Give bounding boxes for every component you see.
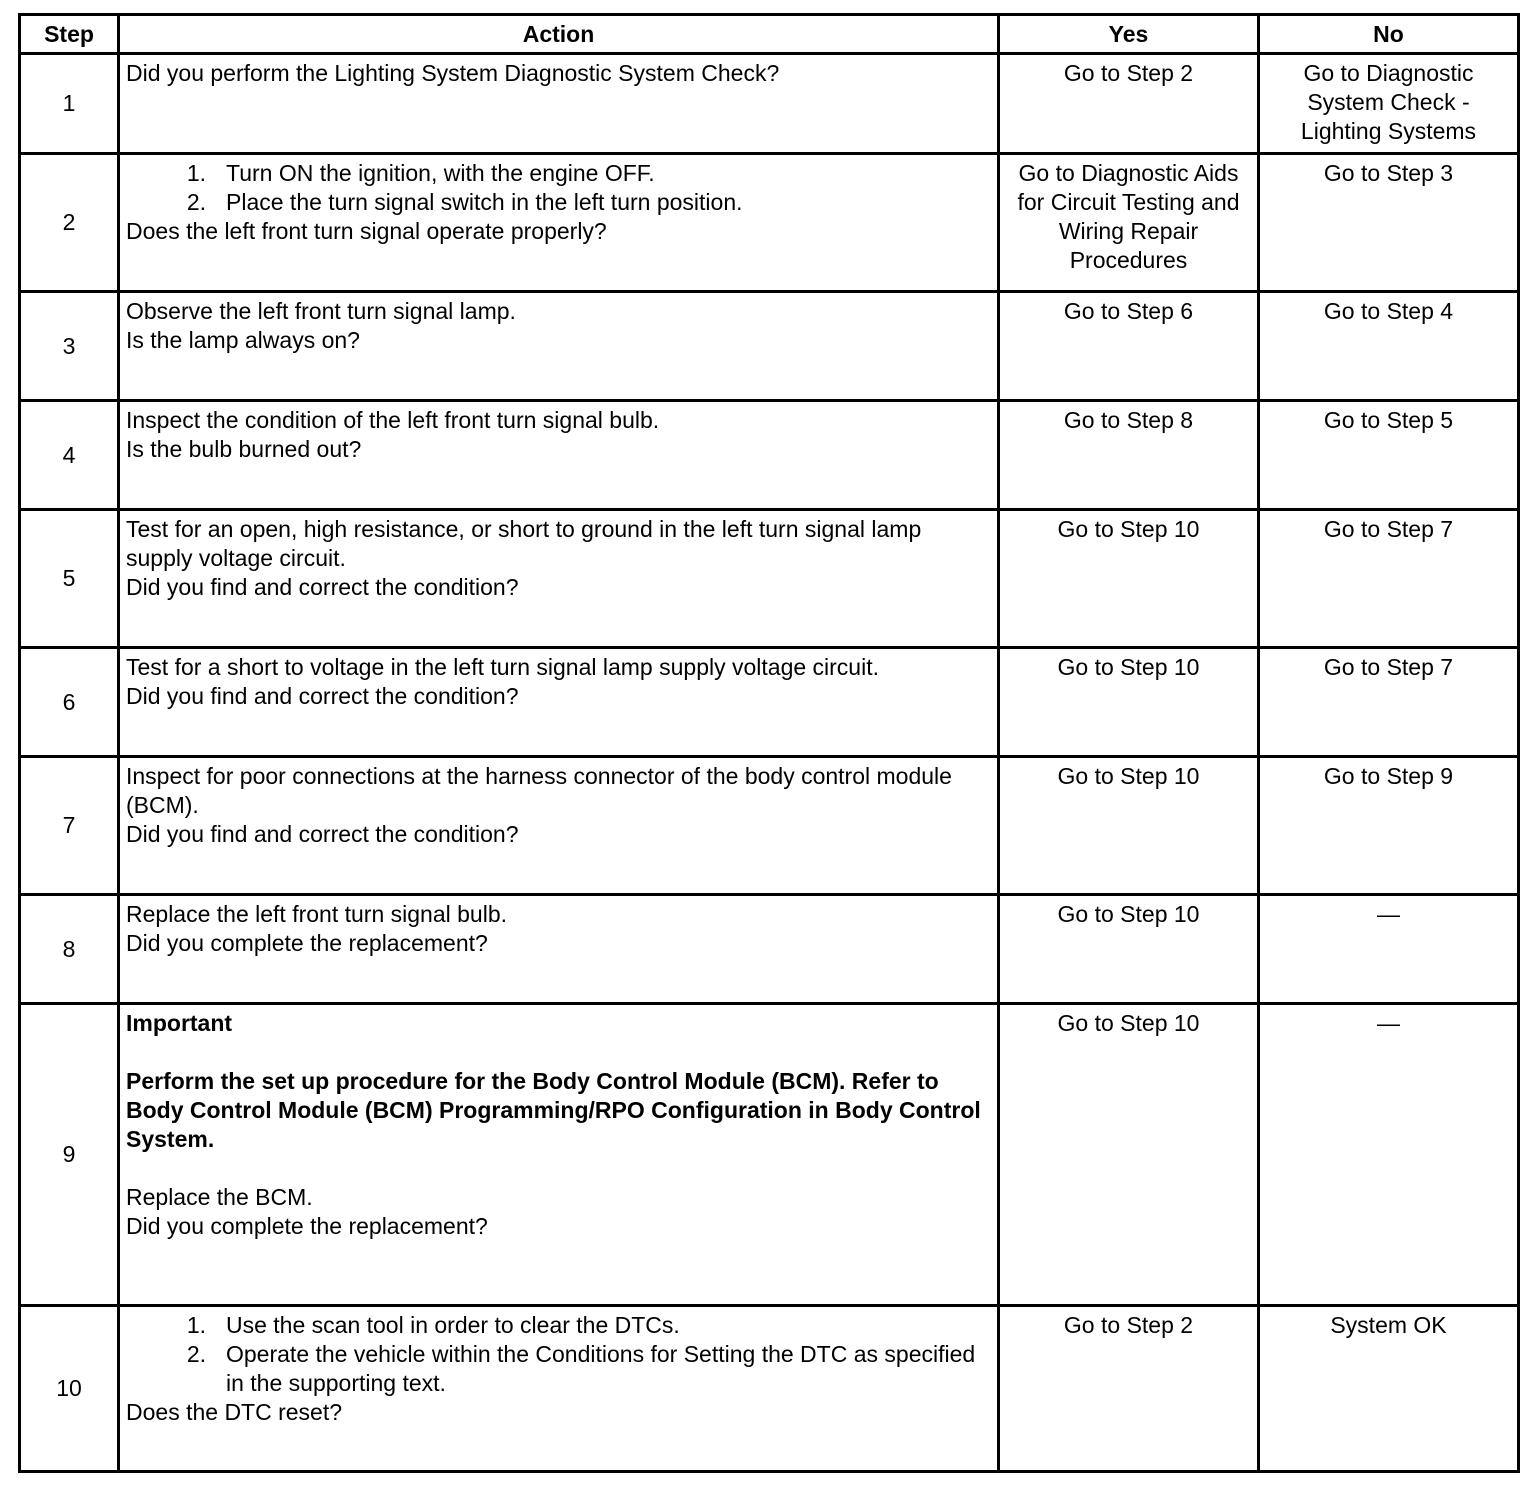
step-number: 8 (20, 895, 119, 1004)
action-cell (119, 401, 999, 510)
action-question: Did you find and correct the condition? (126, 574, 519, 600)
step-number: 4 (20, 401, 119, 510)
table-row-step-3 (20, 292, 1519, 401)
no-link[interactable]: Go to Step 7 (1323, 516, 1454, 542)
header-yes: Yes (999, 15, 1259, 54)
table-row-step-10 (20, 1306, 1519, 1472)
yes-cell (999, 757, 1259, 895)
step-number: 6 (20, 648, 119, 757)
action-instruction: Test for a short to voltage in the left turn signal lamp supply voltage circuit. (126, 654, 879, 680)
action-steps-list (126, 159, 991, 217)
step-number: 3 (20, 292, 119, 401)
action-question: Did you find and correct the condition? (126, 821, 519, 847)
table-row-step-9 (20, 1004, 1519, 1306)
step-number: 7 (20, 757, 119, 895)
yes-cell (999, 1306, 1259, 1472)
table-row-step-5 (20, 510, 1519, 648)
action-instruction: Test for an open, high resistance, or short to ground in the left turn signal lamp supply voltage circuit. (126, 516, 922, 571)
yes-link[interactable]: Go to Step 6 (1063, 298, 1194, 324)
no-cell (1259, 54, 1519, 154)
no-dash: — (1377, 901, 1400, 927)
action-instruction: Replace the BCM. (126, 1184, 313, 1210)
yes-cell (999, 510, 1259, 648)
action-cell (119, 648, 999, 757)
table-row-step-6 (20, 648, 1519, 757)
no-cell (1259, 510, 1519, 648)
no-cell (1259, 1306, 1519, 1472)
no-cell (1259, 1004, 1519, 1306)
action-question: Did you perform the Lighting System Diagnostic System Check? (126, 60, 780, 86)
step-number: 9 (20, 1004, 119, 1306)
important-text: Perform the set up procedure for the Body Control Module (BCM). Refer to Body Control Module (BCM) Programming/RPO Configuration in Body Control System. (126, 1068, 981, 1152)
action-instruction: Replace the left front turn signal bulb. (126, 901, 508, 927)
yes-link[interactable]: Go to Step 10 (1057, 763, 1200, 789)
no-link[interactable]: Go to Step 5 (1323, 407, 1454, 433)
header-row (20, 15, 1519, 54)
action-cell (119, 1004, 999, 1306)
no-link[interactable]: Go to Diagnostic System Check - Lighting Systems (1300, 60, 1477, 144)
header-step: Step (20, 15, 119, 54)
action-question: Does the DTC reset? (126, 1399, 343, 1425)
action-question: Did you complete the replacement? (126, 930, 488, 956)
action-instruction: Inspect for poor connections at the harness connector of the body control module (BCM). (126, 763, 952, 818)
action-instruction: Inspect the condition of the left front turn signal bulb. (126, 407, 660, 433)
header-action: Action (119, 15, 999, 54)
yes-link[interactable]: Go to Step 2 (1063, 60, 1194, 86)
step-number: 2 (20, 154, 119, 292)
no-cell (1259, 401, 1519, 510)
yes-cell (999, 648, 1259, 757)
action-cell (119, 510, 999, 648)
action-instruction: Observe the left front turn signal lamp. (126, 298, 516, 324)
yes-link[interactable]: Go to Step 10 (1057, 1010, 1200, 1036)
no-cell (1259, 757, 1519, 895)
action-cell (119, 154, 999, 292)
action-question: Is the bulb burned out? (126, 436, 362, 462)
yes-link[interactable]: Go to Step 10 (1057, 516, 1200, 542)
table-row-step-4 (20, 401, 1519, 510)
table-row-step-2 (20, 154, 1519, 292)
yes-cell (999, 1004, 1259, 1306)
no-link[interactable]: Go to Step 3 (1323, 160, 1454, 186)
action-steps-list (126, 1311, 991, 1398)
no-cell (1259, 292, 1519, 401)
action-cell (119, 895, 999, 1004)
action-step-item: 1. Use the scan tool in order to clear the DTCs. (186, 1312, 680, 1338)
step-number: 1 (20, 54, 119, 154)
yes-cell (999, 292, 1259, 401)
yes-cell (999, 54, 1259, 154)
action-question: Is the lamp always on? (126, 327, 360, 353)
yes-cell (999, 401, 1259, 510)
no-link[interactable]: Go to Step 4 (1323, 298, 1454, 324)
action-step-item: 2. Place the turn signal switch in the left turn position. (186, 189, 743, 215)
table-row-step-7 (20, 757, 1519, 895)
step-number: 10 (20, 1306, 119, 1472)
yes-link[interactable]: Go to Step 10 (1057, 901, 1200, 927)
no-link[interactable]: Go to Step 9 (1323, 763, 1454, 789)
action-step-item: 2. Operate the vehicle within the Conditions for Setting the DTC as specified in the supporting text. (186, 1341, 976, 1396)
yes-cell (999, 895, 1259, 1004)
yes-link[interactable]: Go to Step 2 (1063, 1312, 1194, 1338)
no-link[interactable]: Go to Step 7 (1323, 654, 1454, 680)
action-question: Did you find and correct the condition? (126, 683, 519, 709)
action-cell (119, 1306, 999, 1472)
no-cell (1259, 154, 1519, 292)
action-cell (119, 54, 999, 154)
action-cell (119, 292, 999, 401)
table-row-step-1 (20, 54, 1519, 154)
no-cell (1259, 648, 1519, 757)
no-cell (1259, 895, 1519, 1004)
no-dash: — (1377, 1010, 1400, 1036)
action-step-item: 1. Turn ON the ignition, with the engine OFF. (186, 160, 655, 186)
action-question: Does the left front turn signal operate properly? (126, 218, 607, 244)
no-result: System OK (1330, 1312, 1447, 1338)
action-cell (119, 757, 999, 895)
action-question: Did you complete the replacement? (126, 1213, 488, 1239)
important-title: Important (126, 1010, 233, 1036)
table-row-step-8 (20, 895, 1519, 1004)
yes-cell (999, 154, 1259, 292)
yes-link[interactable]: Go to Step 8 (1063, 407, 1194, 433)
yes-link[interactable]: Go to Step 10 (1057, 654, 1200, 680)
diagnostic-table (18, 13, 1520, 1473)
yes-link[interactable]: Go to Diagnostic Aids for Circuit Testing and Wiring Repair Procedures (1017, 160, 1240, 273)
header-no: No (1259, 15, 1519, 54)
step-number: 5 (20, 510, 119, 648)
